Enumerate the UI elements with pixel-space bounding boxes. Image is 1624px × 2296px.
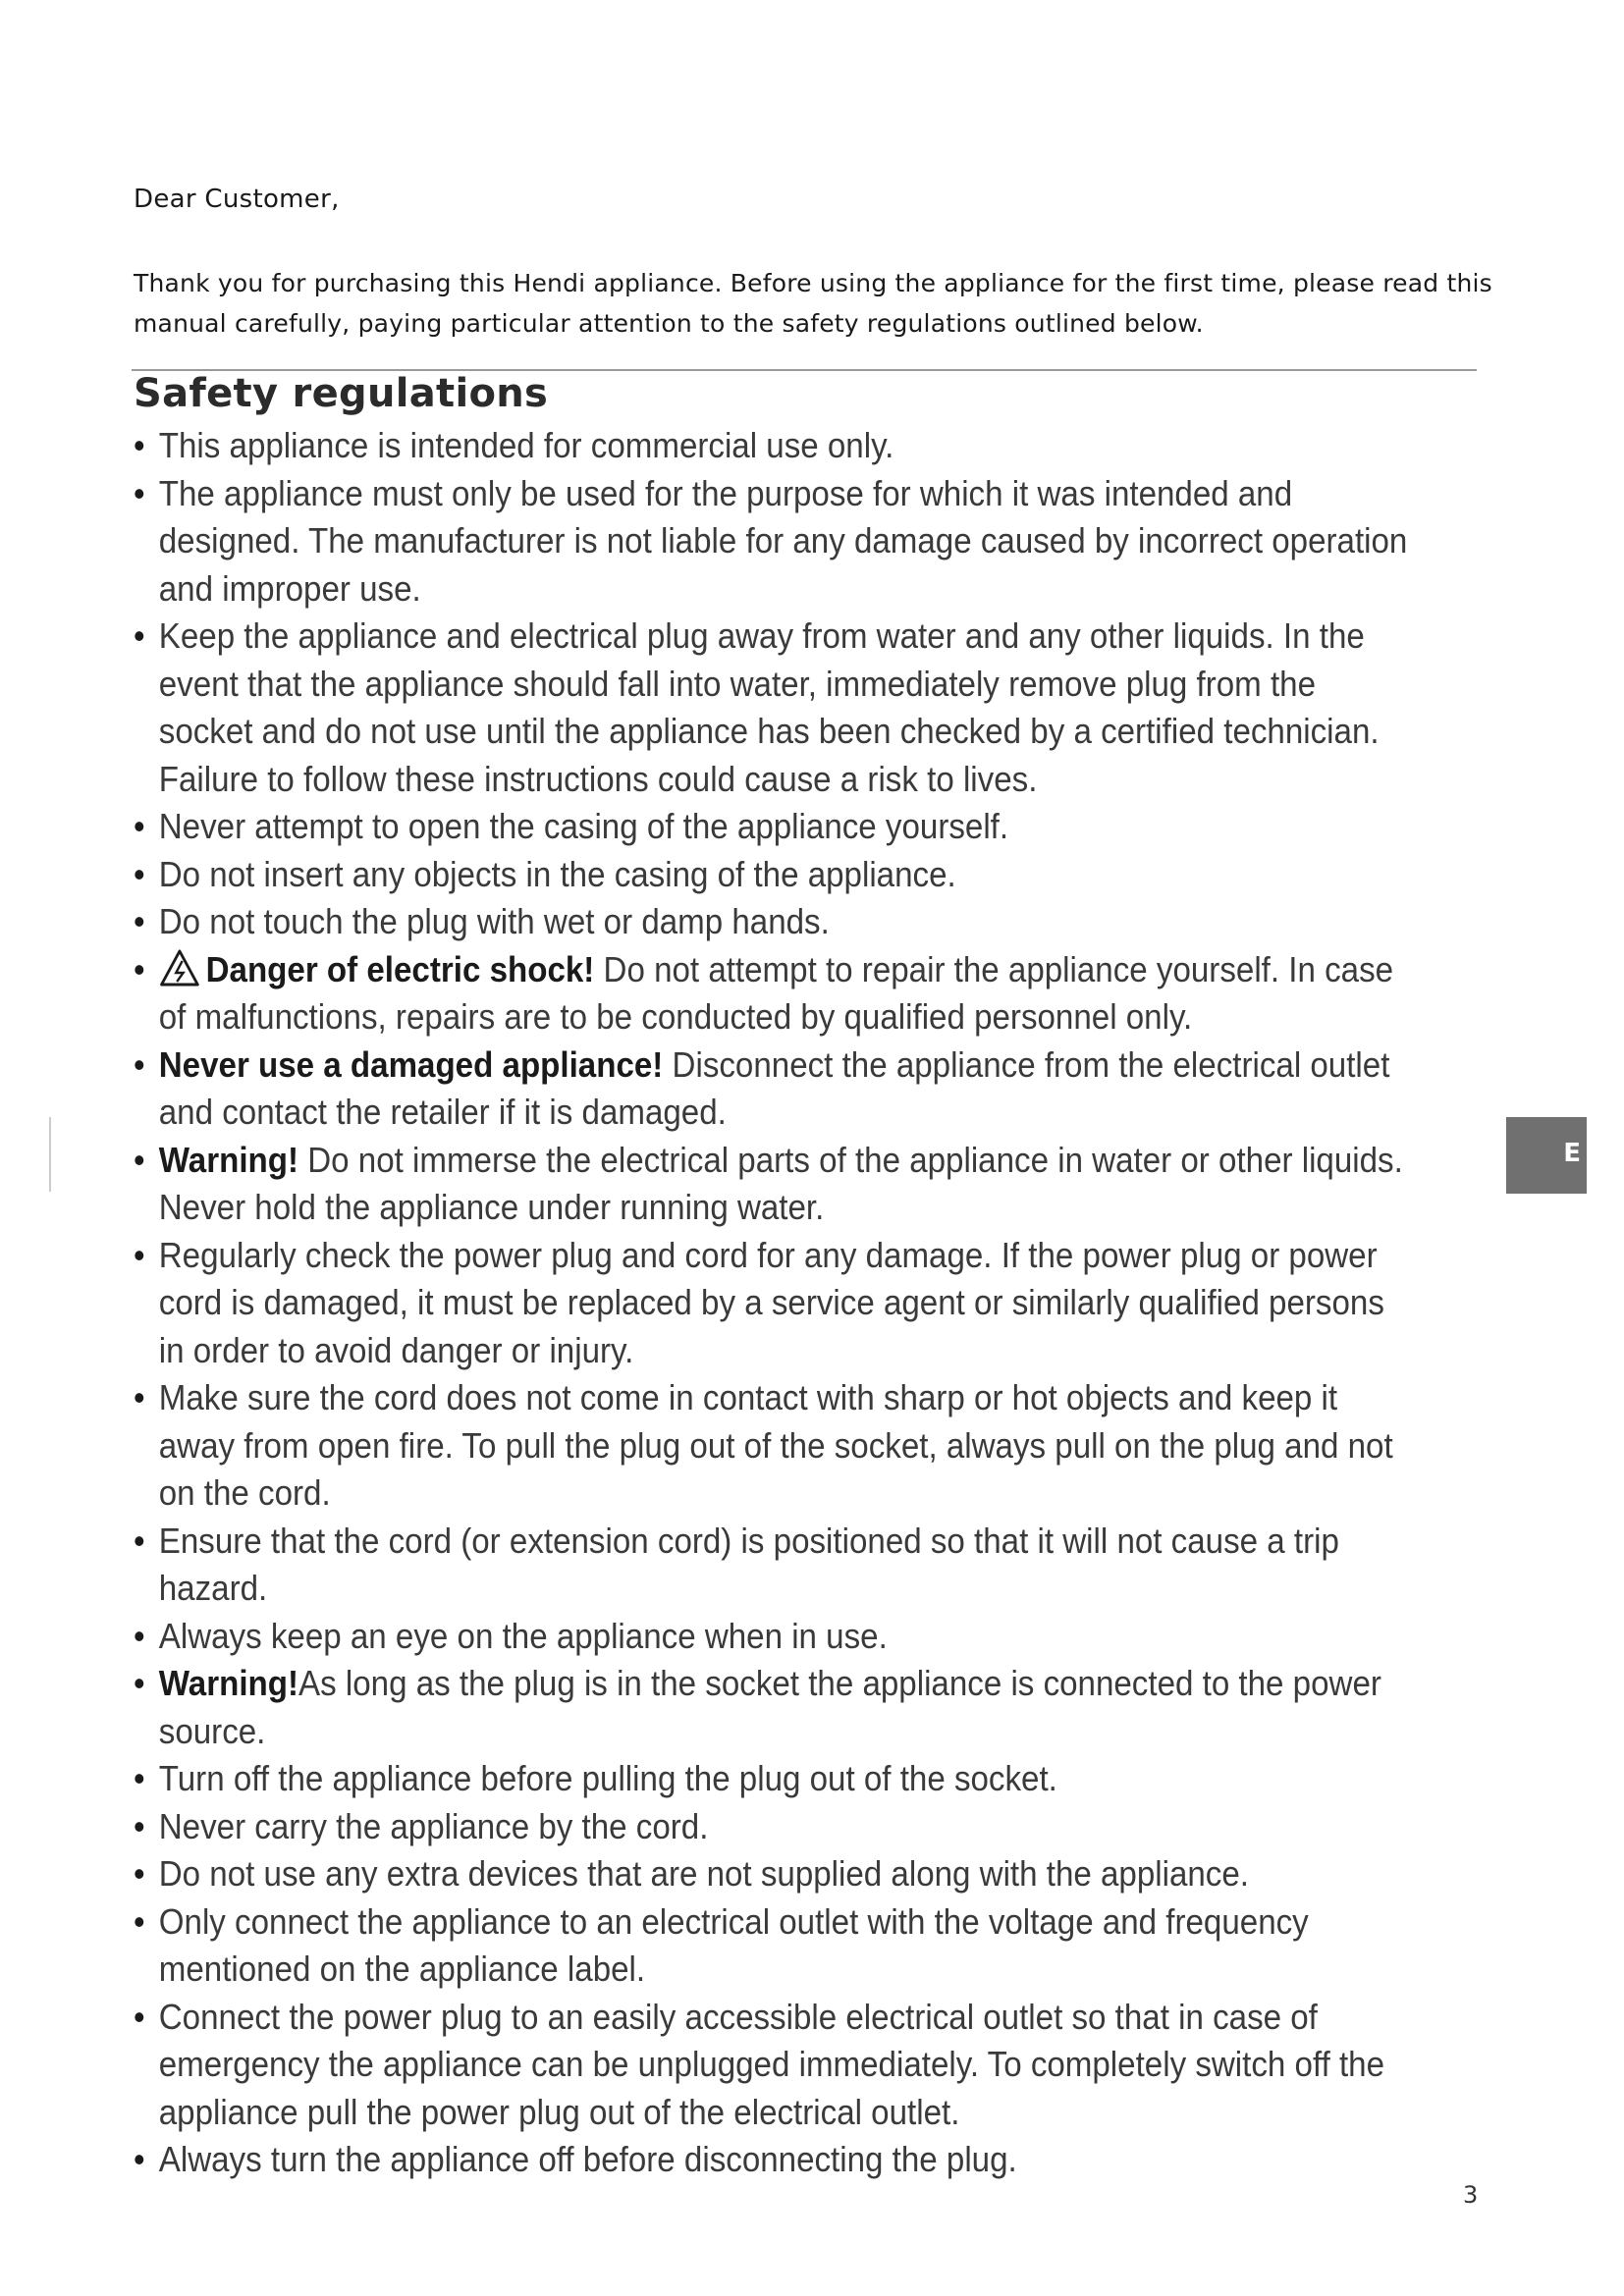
rule-lead: Danger of electric shock!	[205, 948, 595, 989]
bullet: •	[134, 806, 145, 846]
bullet: •	[134, 1234, 145, 1275]
rule-text: Do not immerse the electrical parts of the appliance in water or other liquids. Never hold the appliance under running water.	[158, 1139, 1403, 1227]
page-number: 3	[1463, 2181, 1479, 2209]
rule-item	[134, 851, 1416, 899]
rule-text: Do not attempt to repair the appliance yourself. In case of malfunctions, repairs are to be conducted by qualified personnel only.	[158, 948, 1394, 1037]
safety-rules-list	[134, 422, 1416, 2184]
rule-item	[134, 1850, 1416, 1898]
rule-text: Connect the power plug to an easily accessible electrical outlet so that in case of emergency the appliance can be unplugged immediately. To completely switch off the appliance pull the power plug out of the electrical outlet.	[158, 1996, 1385, 2132]
rule-item	[134, 1137, 1416, 1232]
rule-item	[134, 470, 1416, 614]
language-tab	[1506, 1117, 1587, 1194]
bullet: •	[134, 1758, 145, 1798]
rule-text: Keep the appliance and electrical plug away from water and any other liquids. In the event that the appliance should fall into water, immediately remove plug from the socket and do not use until the appliance has been checked by a certified technician. Failure to follow these instructions could cause a risk to lives.	[158, 615, 1380, 799]
rule-item	[134, 946, 1416, 1041]
rule-item	[134, 1518, 1416, 1613]
rule-item	[134, 1660, 1416, 1755]
rule-item	[134, 1898, 1416, 1994]
rule-text: As long as the plug is in the socket the appliance is connected to the power source.	[158, 1663, 1381, 1751]
rule-item	[134, 1994, 1416, 2137]
bullet: •	[134, 2139, 145, 2179]
bullet: •	[134, 425, 145, 465]
bullet: •	[134, 1615, 145, 1656]
rule-text: Never carry the appliance by the cord.	[158, 1805, 709, 1846]
margin-line	[49, 1117, 51, 1192]
rule-text: Do not touch the plug with wet or damp hands.	[158, 901, 830, 941]
bullet: •	[134, 1377, 145, 1417]
bullet: •	[134, 472, 145, 513]
rule-text: Make sure the cord does not come in contact with sharp or hot objects and keep it away from open fire. To pull the plug out of the socket, always pull on the plug and not on the cord.	[158, 1377, 1393, 1513]
rule-item	[134, 1041, 1416, 1137]
rule-item	[134, 422, 1416, 470]
bullet: •	[134, 1996, 145, 2037]
bullet: •	[134, 615, 145, 656]
rule-item	[134, 1803, 1416, 1851]
rule-text: Ensure that the cord (or extension cord) is positioned so that it will not cause a trip hazard.	[158, 1520, 1339, 1608]
rule-text: Always keep an eye on the appliance when in use.	[158, 1615, 888, 1656]
rule-item	[134, 1613, 1416, 1661]
rule-item	[134, 803, 1416, 851]
bullet: •	[134, 1805, 145, 1846]
rule-text: Turn off the appliance before pulling the plug out of the socket.	[158, 1758, 1057, 1798]
electric-warning-icon	[159, 948, 200, 988]
rule-item	[134, 1374, 1416, 1518]
rule-lead: Warning!	[158, 1663, 299, 1703]
rule-text: This appliance is intended for commercial use only.	[158, 425, 894, 465]
rule-text: Always turn the appliance off before disconnecting the plug.	[158, 2139, 1017, 2179]
bullet: •	[134, 1043, 145, 1085]
rule-text: Never attempt to open the casing of the appliance yourself.	[158, 806, 1009, 846]
rule-item	[134, 2136, 1416, 2184]
greeting: Dear Customer,	[134, 185, 340, 214]
language-tab-label: E	[1563, 1139, 1581, 1168]
rule-text: Do not use any extra devices that are not supplied along with the appliance.	[158, 1853, 1249, 1894]
rule-item	[134, 1232, 1416, 1375]
bullet: •	[134, 1853, 145, 1894]
intro-paragraph: Thank you for purchasing this Hendi appliance. Before using the appliance for the first time, please read this manual carefully, paying particular attention to the safety regulations outlined below.	[134, 269, 1492, 338]
rule-lead: Warning!	[158, 1139, 299, 1180]
bullet: •	[134, 853, 145, 894]
bullet: •	[134, 1663, 145, 1703]
bullet: •	[134, 948, 145, 989]
rule-item	[134, 1755, 1416, 1803]
rule-item	[134, 613, 1416, 803]
rule-text: Regularly check the power plug and cord for any damage. If the power plug or power cord is damaged, it must be replaced by a service agent or similarly qualified persons in order to avoid danger or injury.	[158, 1234, 1384, 1370]
rule-text: The appliance must only be used for the purpose for which it was intended and designed. The manufacturer is not liable for any damage caused by incorrect operation and improper use.	[158, 472, 1408, 609]
rule-text: Only connect the appliance to an electrical outlet with the voltage and frequency mentioned on the appliance label.	[158, 1900, 1309, 1989]
section-title: Safety regulations	[134, 371, 549, 416]
rule-text: Disconnect the appliance from the electrical outlet and contact the retailer if it is damaged.	[158, 1043, 1390, 1132]
rule-lead: Never use a damaged appliance!	[158, 1043, 664, 1085]
rule-text: Do not insert any objects in the casing of the appliance.	[158, 853, 956, 894]
rule-item	[134, 898, 1416, 946]
bullet: •	[134, 1520, 145, 1561]
bullet: •	[134, 1139, 145, 1180]
bullet: •	[134, 901, 145, 941]
bullet: •	[134, 1900, 145, 1942]
